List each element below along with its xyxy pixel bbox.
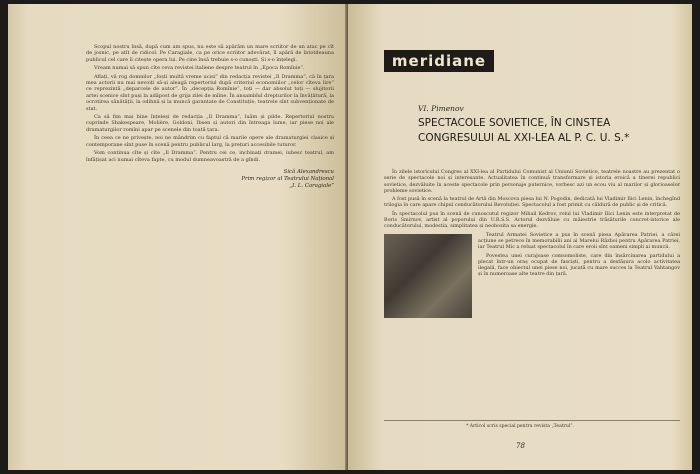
left-paragraph: În ceea ce ne privește, noi ne mândrim cu faptul că marile opere ale dramaturgiei clasice și contemporane sînt puse în scenă pentru publicul larg, la prețuri accesibile tuturor. <box>86 135 334 148</box>
signature-name: Sică Alexandrescu <box>283 168 334 175</box>
article-paragraph: În zilele istoricului Congres al XXI-lea al Partidului Comunist al Uniunii Sovietice, teatrele noastre au prezentat o serie de spectacole noi și interesante. Actualitatea în continuă transformare și istoria eroică a tinerei republici sovietice, dezvăluite în aceste spectacole prin personaje puternice, vorbesc azi un ecou viu al marilor și glorioaselor probleme sovietice. <box>384 169 680 194</box>
right-page <box>348 4 692 470</box>
signature <box>86 169 334 190</box>
open-book <box>8 4 692 470</box>
article-paragraph: A fost pusă în scenă la teatrul de Artă din Moscova piesa lui N. Pogodin, dedicată lui Vladimir Ilici Lenin, închegînd trilogia în care apare chipul conducătorului Revoluției. Spectacolul a fost primit cu căldură de public și de critică. <box>384 196 680 209</box>
article-photo <box>384 234 472 318</box>
left-paragraph: Aflați, vă rog domnilor „foști multă vreme ucisi” din redacția revistei „Il Dramma”, că în țara mea actorii nu mai nevoiți să-și aleagă repertoriul după criteriul economiilor „celor cîteva lire” ce reprezintă „deparcele de autor”. În „decepția Romînie”, toți — dar absolut toți — slujitorii artei scenice sînt puși la adăpost de grija zilei de mîine. În ansamblul drepturilor la învățătură, la ocrotirea sănătății, la odihnă și la muncă garantate de Constituție, teatrele sînt subvenționate de stat. <box>86 73 334 112</box>
left-page <box>8 4 348 470</box>
left-paragraph: Scopul nostru însă, după cum am spus, nu este să apărăm un mare scriitor de un atac pe cît de josnic, pe atît de ridicol. Pe Caragiale, ca pe orice scriitor adevărat, îl apără de întotdeauna publicul cel care îi citește opera lui. Pe cine însă trebuie s-o cunoști. Și s-o înțelegi. <box>86 44 334 63</box>
article-paragraph: Povestea unei curajoase comsomoliste, care din însărcinarea partidului a plecat într-un oraș ocupat de fasciști, pentru a desfășura acolo activitatea ilegală, face obiectul unei piese noi, jucată cu mare succes la Teatrul Vahtangov și în numeroase alte teatre din țară. <box>478 252 680 278</box>
title-line: CONGRESULUI AL XXI-LEA AL P. C. U. S.* <box>418 132 630 144</box>
left-paragraph: Vream numai să spun cîte ceva revistei italiene despre teatrul în „Epoca Romînie”. <box>94 65 305 72</box>
left-paragraph: Ca să fim mai bine înțeleși de redacția „Il Dramma”, luăm și pilde. Repertoriul nostru cuprinde Shakespeare, Molière, Goldoni, Ibsen și autori din întreaga lume, iar piese noi ale dramaturgilor romîni apar pe scenele din toată țara. <box>86 114 334 133</box>
page-number: 78 <box>516 442 525 450</box>
footnote: * Articol scris special pentru revista „Teatrul”. <box>466 424 575 429</box>
article-paragraph: În spectacolul pus în scenă de cunoscutul regizor Mihail Kedrov, rolul lui Vladimir Ilici Lenin este interpretat de Boris Smirnov, artist al poporului din U.R.S.S. Actorul dezvăluie cu măiestrie trăsăturile concret-istorice ale conducătorului, modestia, simplitatea și neobosita sa energie. <box>384 210 680 230</box>
signature-role: „I. L. Caragiale” <box>289 182 334 189</box>
article-title <box>418 116 668 146</box>
footnote-divider <box>384 420 680 421</box>
article-paragraph: Teatrul Armatei Sovietice a pus în scenă piesa Apărarea Patriei, a cărei acțiune se petrece în memorabilii ani ai Marelui Război pentru Apărarea Patriei, iar Teatrul Mic a reluat spectacolul în care eroii sînt oameni simpli ai muncii. <box>478 231 680 251</box>
article-author: VI. Pimenov <box>418 104 464 113</box>
signature-role: Prim regizor al Teatrului Național <box>241 175 334 182</box>
title-line: SPECTACOLE SOVIETICE, ÎN CINSTEA <box>418 117 611 129</box>
left-paragraph: Vom continua cîte și cîte „Il Dramma”. Pentru cei ce, inchinați dramei, iubesc teatrul, am înfățișat aci numai cîteva fapte, cu modul dumneavoastră de a gîndi. <box>86 150 334 163</box>
section-banner: meridiane <box>384 50 494 72</box>
article-body <box>384 169 680 320</box>
